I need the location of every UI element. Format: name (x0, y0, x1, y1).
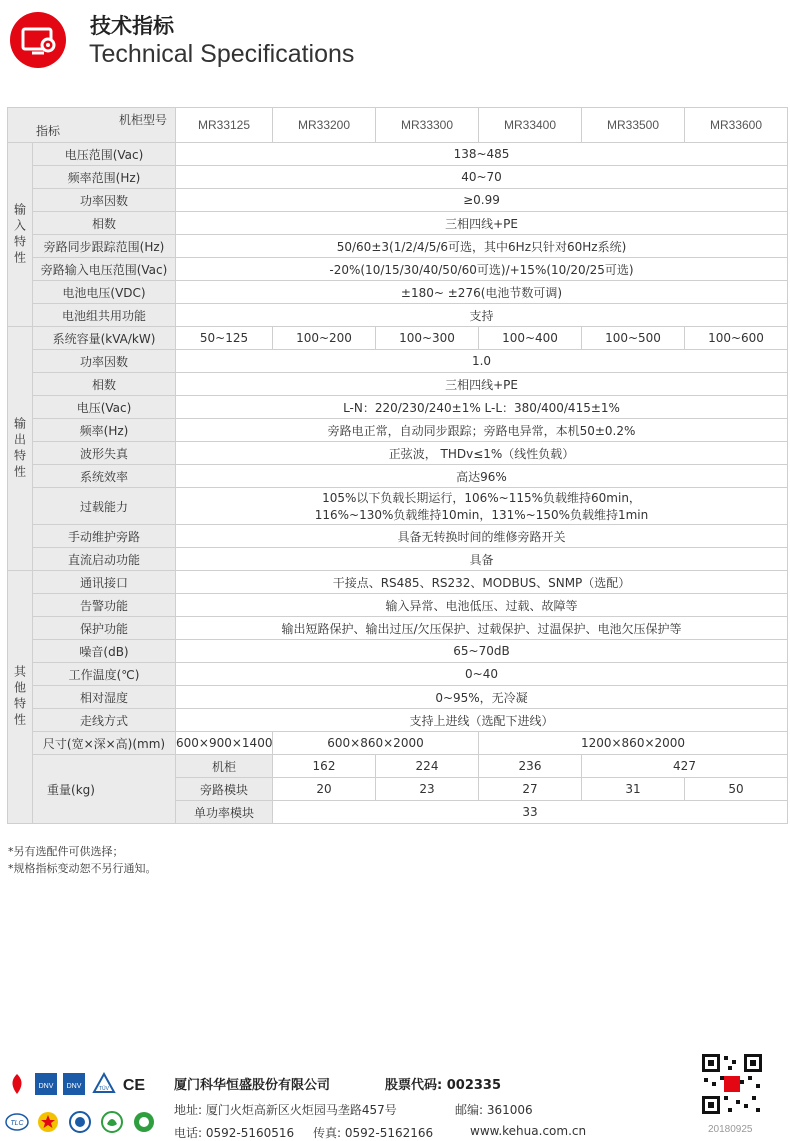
green-cert-icon (100, 1110, 124, 1134)
group-output-label: 输出特性 (8, 327, 33, 571)
weight-label: 重量(kg) (47, 782, 95, 797)
table-row (8, 571, 788, 594)
weight-sub-label: 单功率模块 (176, 801, 273, 824)
model-header: MR33600 (685, 108, 788, 143)
row-value: ±180~ ±276(电池节数可调) (176, 281, 788, 304)
table-row (8, 709, 788, 732)
flame-cert-icon (5, 1072, 29, 1096)
table-header-row (8, 108, 788, 143)
model-header: MR33300 (376, 108, 479, 143)
print-date: 20180925 (708, 1124, 753, 1135)
row-label: 相数 (33, 373, 176, 396)
brand-logo (10, 12, 66, 68)
dnv-cert-text: DNV (66, 1083, 82, 1090)
row-value: 具备 (176, 548, 788, 571)
weight-split (33, 755, 175, 823)
weight-label-cell (33, 755, 176, 824)
row-label: 电压(Vac) (33, 396, 176, 419)
stock-code: 股票代码: 002335 (385, 1078, 501, 1093)
row-value: 0~40 (176, 663, 788, 686)
row-label: 电池电压(VDC) (33, 281, 176, 304)
group-other-label: 其他特性 (8, 571, 33, 824)
footnote: *另有选配件可供选择； (8, 845, 124, 858)
row-label: 旁路同步跟踪范围(Hz) (33, 235, 176, 258)
table-row (8, 396, 788, 419)
row-label: 保护功能 (33, 617, 176, 640)
row-label: 过载能力 (33, 488, 176, 525)
ce-mark-icon (122, 1072, 146, 1096)
row-value: 138~485 (176, 143, 788, 166)
table-row (8, 281, 788, 304)
table-row (8, 617, 788, 640)
row-label: 尺寸(宽×深×高)(mm) (33, 732, 176, 755)
website-link[interactable]: www.kehua.com.cn (470, 1124, 587, 1138)
overload-line-1: 105%以下负载长期运行，106%~115%负载维持60min， (322, 491, 641, 505)
row-value: 40~70 (176, 166, 788, 189)
page-header (0, 0, 790, 80)
capacity-value: 50~125 (176, 327, 273, 350)
row-value: ≥0.99 (176, 189, 788, 212)
table-row (8, 663, 788, 686)
row-value: 正弦波， THDv≤1%（线性负载） (176, 442, 788, 465)
row-value: L-N：220/230/240±1% L-L：380/400/415±1% (176, 396, 788, 419)
dnv-cert-text: DNV (38, 1083, 54, 1090)
row-value (176, 488, 788, 525)
company-address: 地址: 厦门火炬高新区火炬园马垄路457号 (174, 1103, 397, 1117)
row-value: 具备无转换时间的维修旁路开关 (176, 525, 788, 548)
size-value: 1200×860×2000 (479, 732, 788, 755)
qr-code-icon (700, 1052, 764, 1116)
tlc-cert-icon (5, 1110, 29, 1134)
cabinet-weight-value: 236 (479, 755, 582, 778)
postal-code: 邮编: 361006 (455, 1103, 533, 1117)
row-value: 三相四线+PE (176, 373, 788, 396)
row-label: 相对湿度 (33, 686, 176, 709)
table-row (8, 594, 788, 617)
row-value: 1.0 (176, 350, 788, 373)
capacity-value: 100~500 (582, 327, 685, 350)
row-value: 50/60±3(1/2/4/5/6可选，其中6Hz只针对60Hz系统) (176, 235, 788, 258)
row-label: 电池组共用功能 (33, 304, 176, 327)
row-value: 0~95%，无冷凝 (176, 686, 788, 709)
row-value: -20%(10/15/30/40/50/60可选)/+15%(10/20/25可选) (176, 258, 788, 281)
row-label: 频率(Hz) (33, 419, 176, 442)
company-name: 厦门科华恒盛股份有限公司 (174, 1078, 331, 1093)
capacity-value: 100~600 (685, 327, 788, 350)
row-label: 相数 (33, 212, 176, 235)
row-label: 系统容量(kVA/kW) (33, 327, 176, 350)
row-value: 高达96% (176, 465, 788, 488)
page-title-en: Technical Specifications (89, 40, 355, 68)
table-row (8, 465, 788, 488)
table-row (8, 189, 788, 212)
page-footer (0, 1060, 790, 1141)
table-row (8, 548, 788, 571)
size-value: 600×860×2000 (273, 732, 479, 755)
table-row (8, 488, 788, 525)
row-label: 系统效率 (33, 465, 176, 488)
footnote: *规格指标变动恕不另行通知。 (8, 862, 157, 875)
table-row (8, 327, 788, 350)
cabinet-weight-value: 224 (376, 755, 479, 778)
table-row (8, 686, 788, 709)
capacity-value: 100~300 (376, 327, 479, 350)
table-row (8, 419, 788, 442)
row-label: 噪音(dB) (33, 640, 176, 663)
telephone: 电话: 0592-5160516 (174, 1126, 295, 1140)
capacity-value: 100~400 (479, 327, 582, 350)
capacity-value: 100~200 (273, 327, 376, 350)
table-row (8, 143, 788, 166)
table-row (8, 235, 788, 258)
row-value: 旁路电正常，自动同步跟踪；旁路电异常，本机50±0.2% (176, 419, 788, 442)
cabinet-weight-value: 162 (273, 755, 376, 778)
model-header: MR33400 (479, 108, 582, 143)
footnotes (8, 843, 157, 877)
table-row (8, 640, 788, 663)
row-value: 输出短路保护、输出过压/欠压保护、过载保护、过温保护、电池欠压保护等 (176, 617, 788, 640)
page-title-cn: 技术指标 (90, 14, 174, 38)
model-header: MR33500 (582, 108, 685, 143)
row-label: 波形失真 (33, 442, 176, 465)
row-value: 支持 (176, 304, 788, 327)
unit-weight-value: 33 (273, 801, 788, 824)
dnv-cert-icon (34, 1072, 58, 1096)
bypass-weight-value: 31 (582, 778, 685, 801)
overload-line-2: 116%~130%负载维持10min，131%~150%负载维持1min (314, 508, 649, 522)
model-header: MR33125 (176, 108, 273, 143)
model-header: MR33200 (273, 108, 376, 143)
row-label: 功率因数 (33, 350, 176, 373)
fax: 传真: 0592-5162166 (313, 1126, 434, 1140)
table-row (8, 732, 788, 755)
weight-sub-label: 旁路模块 (176, 778, 273, 801)
monitor-gear-icon (10, 12, 66, 68)
tuv-cert-icon (92, 1072, 116, 1096)
spec-table (7, 107, 788, 824)
row-label: 走线方式 (33, 709, 176, 732)
row-label: 直流启动功能 (33, 548, 176, 571)
size-value: 600×900×1400 (176, 732, 273, 755)
table-row (8, 373, 788, 396)
table-row (8, 304, 788, 327)
table-row (8, 166, 788, 189)
row-label: 通讯接口 (33, 571, 176, 594)
tlc-cert-text: TLC (10, 1120, 24, 1127)
row-label: 旁路输入电压范围(Vac) (33, 258, 176, 281)
star-badge-icon (36, 1110, 60, 1134)
bypass-weight-value: 20 (273, 778, 376, 801)
corner-model-label: 机柜型号 (118, 113, 167, 127)
row-value: 支持上进线（选配下进线） (176, 709, 788, 732)
round-cert-icon (68, 1110, 92, 1134)
row-label: 频率范围(Hz) (33, 166, 176, 189)
corner-index-label: 指标 (36, 124, 61, 138)
cabinet-weight-value: 427 (582, 755, 788, 778)
row-value: 输入异常、电池低压、过载、故障等 (176, 594, 788, 617)
table-row (8, 442, 788, 465)
row-label: 电压范围(Vac) (33, 143, 176, 166)
bypass-weight-value: 23 (376, 778, 479, 801)
group-input-label: 输入特性 (8, 143, 33, 327)
row-label: 手动维护旁路 (33, 525, 176, 548)
table-row (8, 258, 788, 281)
row-label: 告警功能 (33, 594, 176, 617)
corner-cell (8, 108, 176, 143)
row-value: 65~70dB (176, 640, 788, 663)
ce-mark-text: CE (122, 1077, 146, 1094)
tuv-cert-text: TÜV (99, 1086, 109, 1092)
row-value: 干接点、RS485、RS232、MODBUS、SNMP（选配） (176, 571, 788, 594)
table-row (8, 755, 788, 778)
bypass-weight-value: 27 (479, 778, 582, 801)
dnv-cert-icon (62, 1072, 86, 1096)
row-label: 工作温度(℃) (33, 663, 176, 686)
row-value: 三相四线+PE (176, 212, 788, 235)
row-label: 功率因数 (33, 189, 176, 212)
bypass-weight-value: 50 (685, 778, 788, 801)
weight-sub-label: 机柜 (176, 755, 273, 778)
eco-cert-icon (132, 1110, 156, 1134)
table-row (8, 212, 788, 235)
table-row (8, 525, 788, 548)
table-row (8, 350, 788, 373)
